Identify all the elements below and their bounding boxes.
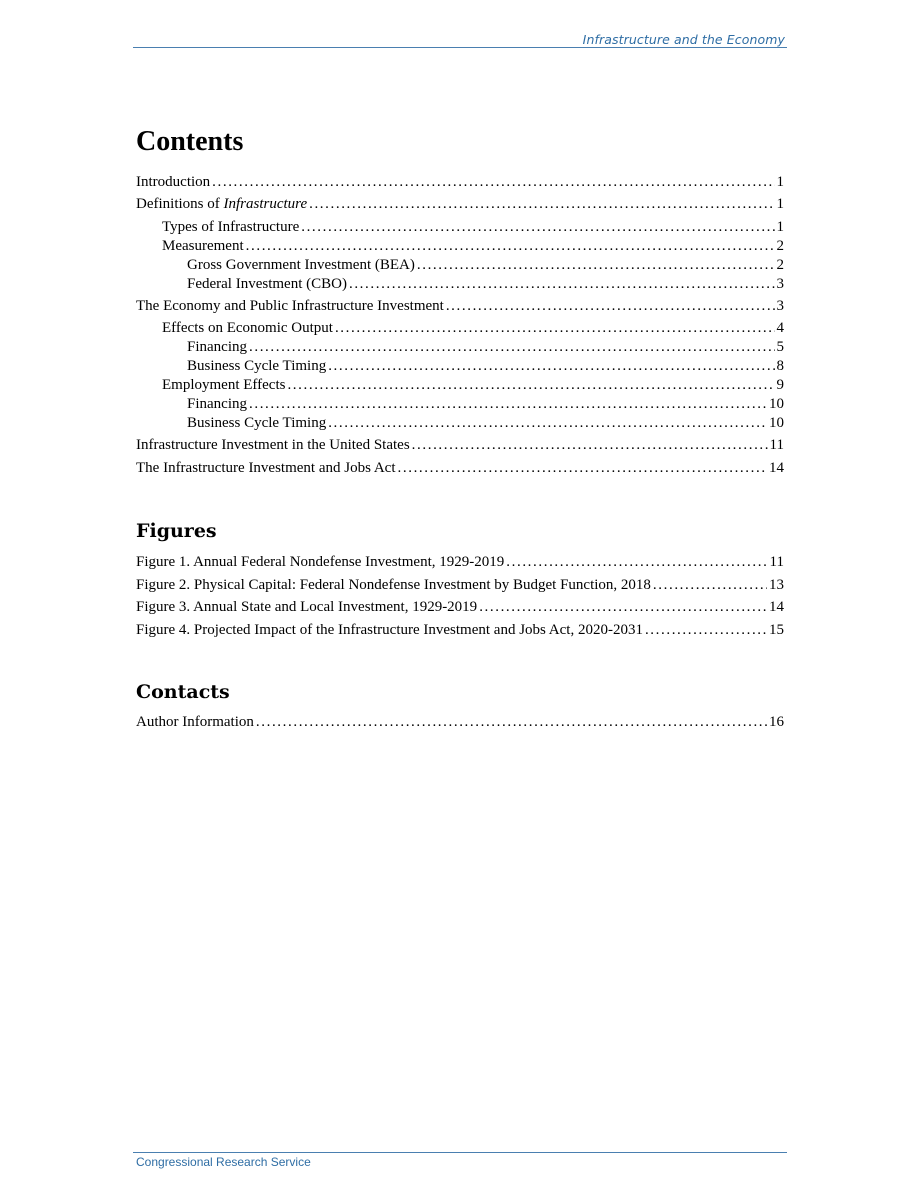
dot-leader bbox=[446, 297, 775, 316]
dot-leader bbox=[249, 338, 775, 357]
toc-entry[interactable] bbox=[136, 414, 784, 433]
dot-leader bbox=[506, 553, 767, 572]
toc-entry[interactable] bbox=[136, 357, 784, 376]
dot-leader bbox=[479, 598, 767, 617]
contents-list bbox=[136, 173, 784, 478]
toc-entry[interactable] bbox=[136, 256, 784, 275]
toc-entry-page: 10 bbox=[769, 396, 784, 413]
toc-entry-page: 14 bbox=[769, 459, 784, 476]
figure-entry-page: 13 bbox=[769, 576, 784, 593]
toc-entry-page: 9 bbox=[776, 377, 784, 394]
toc-entry-title: Financing bbox=[187, 396, 247, 413]
toc-entry[interactable] bbox=[136, 319, 784, 338]
running-title: Infrastructure and the Economy bbox=[582, 32, 785, 47]
toc-entry-page: 10 bbox=[769, 415, 784, 432]
toc-entry-page: 4 bbox=[776, 320, 784, 337]
toc-entry[interactable] bbox=[136, 195, 784, 214]
toc-entry-page: 1 bbox=[776, 174, 784, 190]
contacts-list bbox=[136, 713, 784, 732]
dot-leader bbox=[301, 218, 774, 237]
figures-heading: Figures bbox=[136, 520, 217, 542]
figure-entry[interactable] bbox=[136, 621, 784, 640]
toc-entry[interactable] bbox=[136, 297, 784, 316]
toc-entry[interactable] bbox=[136, 436, 784, 455]
toc-entry[interactable] bbox=[136, 395, 784, 414]
toc-entry-page: 2 bbox=[776, 256, 784, 273]
dot-leader bbox=[287, 376, 774, 395]
dot-leader bbox=[309, 195, 774, 214]
dot-leader bbox=[653, 576, 767, 595]
toc-entry-title bbox=[136, 195, 307, 214]
dot-leader bbox=[412, 436, 768, 455]
contact-entry[interactable] bbox=[136, 713, 784, 732]
figure-entry-page: 14 bbox=[769, 599, 784, 615]
toc-entry-page: 8 bbox=[776, 358, 784, 375]
figure-entry-title: Figure 3. Annual State and Local Investment, 1929-2019 bbox=[136, 599, 478, 615]
toc-entry[interactable] bbox=[136, 275, 784, 294]
toc-entry-title: Infrastructure Investment in the United States bbox=[136, 437, 410, 454]
dot-leader bbox=[398, 459, 767, 478]
toc-entry-page: 5 bbox=[776, 339, 784, 356]
dot-leader bbox=[645, 621, 767, 640]
dot-leader bbox=[246, 237, 775, 256]
dot-leader bbox=[256, 713, 767, 732]
toc-entry-title: Business Cycle Timing bbox=[187, 358, 327, 375]
footer-text: Congressional Research Service bbox=[136, 1155, 311, 1169]
toc-entry-title: Federal Investment (CBO) bbox=[187, 275, 347, 292]
figure-entry[interactable] bbox=[136, 598, 784, 617]
toc-entry-title: Employment Effects bbox=[162, 377, 286, 394]
toc-entry-title-prefix: Definitions of bbox=[136, 196, 224, 213]
contents-heading: Contents bbox=[136, 126, 244, 157]
dot-leader bbox=[212, 173, 774, 192]
dot-leader bbox=[249, 395, 767, 414]
figure-entry-page: 15 bbox=[769, 621, 784, 638]
figure-entry-title: Figure 1. Annual Federal Nondefense Investment, 1929-2019 bbox=[136, 554, 505, 570]
toc-entry[interactable] bbox=[136, 338, 784, 357]
contact-entry-page: 16 bbox=[769, 714, 784, 730]
page-header bbox=[133, 32, 787, 48]
contact-entry-title: Author Information bbox=[136, 714, 254, 730]
toc-entry[interactable] bbox=[136, 376, 784, 395]
toc-entry[interactable] bbox=[136, 218, 784, 237]
toc-entry-page: 11 bbox=[769, 437, 784, 454]
figure-entry[interactable] bbox=[136, 576, 784, 595]
dot-leader bbox=[335, 319, 775, 338]
toc-entry[interactable] bbox=[136, 237, 784, 256]
figure-entry-page: 11 bbox=[769, 554, 784, 570]
dot-leader bbox=[328, 414, 767, 433]
toc-entry-title: The Economy and Public Infrastructure Investment bbox=[136, 297, 444, 314]
toc-entry-page: 2 bbox=[776, 237, 784, 254]
toc-entry-title: Measurement bbox=[162, 237, 244, 254]
toc-entry-page: 3 bbox=[776, 297, 784, 314]
toc-entry-title: Introduction bbox=[136, 174, 211, 190]
toc-entry-title: Gross Government Investment (BEA) bbox=[187, 256, 415, 273]
toc-entry-title: The Infrastructure Investment and Jobs Act bbox=[136, 459, 396, 476]
figures-list bbox=[136, 553, 784, 640]
figure-entry-title: Figure 2. Physical Capital: Federal Nondefense Investment by Budget Function, 2018 bbox=[136, 576, 651, 593]
dot-leader bbox=[349, 275, 775, 294]
toc-entry-title: Effects on Economic Output bbox=[162, 320, 333, 337]
contacts-heading: Contacts bbox=[136, 681, 230, 703]
toc-entry-title: Types of Infrastructure bbox=[162, 218, 300, 235]
footer-rule bbox=[133, 1152, 787, 1153]
toc-entry-title: Business Cycle Timing bbox=[187, 415, 327, 432]
toc-entry-page: 1 bbox=[776, 196, 784, 213]
toc-entry-page: 3 bbox=[776, 275, 784, 292]
toc-entry[interactable] bbox=[136, 173, 784, 192]
toc-entry-page: 1 bbox=[776, 218, 784, 235]
figure-entry[interactable] bbox=[136, 553, 784, 572]
figure-entry-title: Figure 4. Projected Impact of the Infrastructure Investment and Jobs Act, 2020-2031 bbox=[136, 621, 643, 638]
dot-leader bbox=[328, 357, 774, 376]
dot-leader bbox=[417, 256, 775, 275]
toc-entry-title: Financing bbox=[187, 339, 247, 356]
toc-entry-title-italic: Infrastructure bbox=[223, 196, 308, 213]
toc-entry[interactable] bbox=[136, 459, 784, 478]
